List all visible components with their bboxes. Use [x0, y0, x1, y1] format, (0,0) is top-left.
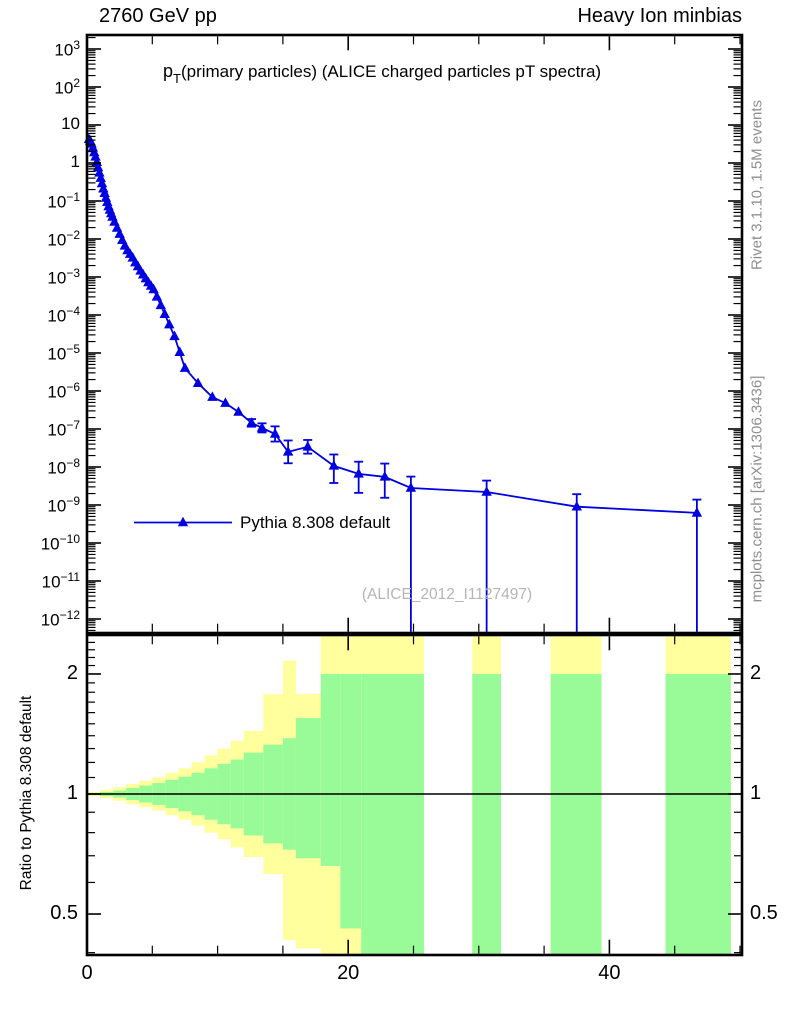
- band-green-bin: [361, 674, 424, 955]
- ratio-uncertainty-bands: [87, 635, 731, 954]
- main-y-tick-label: $10^{-6}$: [47, 380, 80, 402]
- x-tick-label: 0: [81, 962, 93, 984]
- main-y-tick-label: $10^{-8}$: [47, 456, 80, 478]
- plot-title-rest: (primary particles) (ALICE charged particles pT spectra): [180, 62, 602, 81]
- band-green-bin: [340, 674, 361, 928]
- data-point-triangle: [233, 406, 243, 416]
- main-y-tick-label: $10^{-12}$: [40, 608, 80, 630]
- main-y-tick-label: $10^{-1}$: [47, 190, 80, 212]
- ratio-y-tick-label: 1: [66, 782, 78, 804]
- data-point-triangle: [303, 441, 313, 451]
- main-y-tick-label: $10^{-10}$: [40, 532, 80, 554]
- data-point-triangle: [156, 299, 166, 309]
- main-y-tick-label: $10^{-4}$: [47, 304, 80, 326]
- data-point-triangle: [178, 517, 188, 527]
- beam-energy-label: 2760 GeV pp: [99, 5, 217, 27]
- band-green-bin: [551, 674, 602, 955]
- plot-title-subscript: T: [173, 71, 181, 86]
- mcplots-arxiv-note: mcplots.cern.ch [arXiv:1306.3436]: [748, 375, 766, 603]
- ratio-y-tick-label: 0.5: [750, 902, 778, 925]
- x-tick-label: 20: [337, 962, 360, 984]
- main-y-tick-label: 1: [70, 152, 80, 171]
- band-green-bin: [472, 674, 501, 955]
- legend-marker: [134, 517, 232, 527]
- data-point-triangle: [329, 460, 339, 470]
- main-y-tick-label: $10^{-5}$: [47, 342, 80, 364]
- main-panel-frame: [87, 35, 742, 633]
- main-y-tick-label: $10^{-3}$: [47, 266, 80, 288]
- main-y-tick-label: 10: [61, 114, 80, 133]
- data-point-triangle: [169, 331, 179, 341]
- data-point-triangle: [175, 346, 185, 356]
- spectrum-series: [84, 134, 702, 632]
- legend-entry-label: Pythia 8.308 default: [240, 513, 391, 532]
- ratio-axis-title: Ratio to Pythia 8.308 default: [18, 695, 35, 891]
- plot-title-prefix: p: [163, 61, 174, 81]
- plot-title: [163, 61, 602, 86]
- data-point-triangle: [164, 319, 174, 329]
- spectrum-polyline: [89, 139, 697, 513]
- data-point-triangle: [180, 362, 190, 372]
- analysis-watermark: (ALICE_2012_I1127497): [361, 586, 533, 603]
- main-y-tick-label: $10^2$: [54, 76, 80, 98]
- rivet-version-note: Rivet 3.1.10, 1.5M events: [748, 99, 766, 271]
- main-y-tick-label: $10^{-7}$: [47, 418, 80, 440]
- band-green-bin: [321, 674, 341, 866]
- main-y-tick-label: $10^{-9}$: [47, 494, 80, 516]
- main-y-tick-label: $10^{-2}$: [47, 228, 80, 250]
- main-y-tick-label: $10^{-11}$: [41, 570, 80, 592]
- band-green-bin: [296, 718, 321, 858]
- x-tick-label: 40: [598, 962, 621, 984]
- band-green-bin: [666, 674, 731, 955]
- data-point-triangle: [160, 308, 170, 318]
- analysis-group-label: Heavy Ion minbias: [577, 5, 742, 27]
- ratio-y-tick-label: 0.5: [50, 902, 78, 925]
- ratio-y-tick-label: 1: [750, 782, 762, 804]
- main-y-tick-label: $10^3$: [54, 38, 80, 60]
- ratio-y-tick-label: 2: [750, 661, 762, 684]
- ratio-y-tick-label: 2: [66, 661, 78, 684]
